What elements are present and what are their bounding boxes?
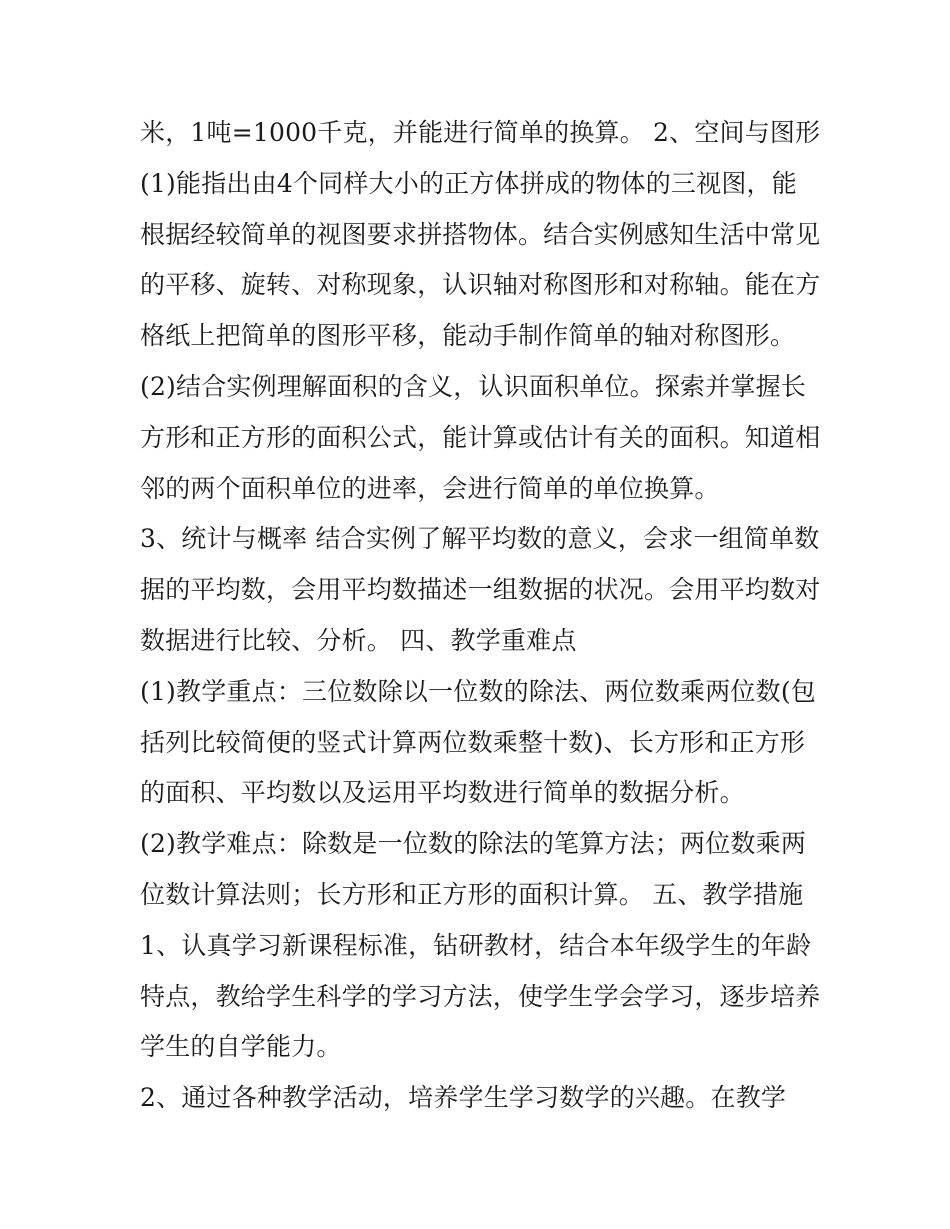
text-line: 格纸上把简单的图形平移，能动手制作简单的轴对称图形。 <box>140 321 796 351</box>
text-line: 1、认真学习新课程标准，钻研教材，结合本年级学生的年龄 <box>140 930 812 960</box>
text-line: 特点，教给学生科学的学习方法，使学生学会学习，逐步培养 <box>140 981 821 1011</box>
text-line: 数据进行比较、分析。 四、教学重难点 <box>140 625 577 655</box>
text-line: 学生的自学能力。 <box>140 1032 342 1062</box>
text-line: 邻的两个面积单位的进率，会进行简单的单位换算。 <box>140 473 720 503</box>
text-line: 3、统计与概率 结合实例了解平均数的意义，会求一组简单数 <box>140 524 820 554</box>
text-line: 括列比较简便的竖式计算两位数乘整十数)、长方形和正方形 <box>140 727 806 757</box>
text-line: 的面积、平均数以及运用平均数进行简单的数据分析。 <box>140 778 745 808</box>
text-line: 位数计算法则；长方形和正方形的面积计算。 五、教学措施 <box>140 879 804 909</box>
document-body <box>140 108 840 1124</box>
text-line: (2)教学难点：除数是一位数的除法的笔算方法；两位数乘两 <box>140 829 807 859</box>
text-line: (1)教学重点：三位数除以一位数的除法、两位数乘两位数(包 <box>140 676 816 706</box>
text-line: (2)结合实例理解面积的含义，认识面积单位。探索并掌握长 <box>140 371 807 401</box>
text-line: 据的平均数，会用平均数描述一组数据的状况。会用平均数对 <box>140 575 821 605</box>
text-line: 根据经较简单的视图要求拼搭物体。结合实例感知生活中常见 <box>140 219 821 249</box>
text-line: 的平移、旋转、对称现象，认识轴对称图形和对称轴。能在方 <box>140 270 821 300</box>
text-line: 方形和正方形的面积公式，能计算或估计有关的面积。知道相 <box>140 422 821 452</box>
text-line: 米，1吨=1000千克，并能进行简单的换算。 2、空间与图形 <box>140 118 821 147</box>
text-line: (1)能指出由4个同样大小的正方体拼成的物体的三视图，能 <box>140 168 797 198</box>
text-line: 2、通过各种教学活动，培养学生学习数学的兴趣。在教学 <box>140 1083 787 1113</box>
